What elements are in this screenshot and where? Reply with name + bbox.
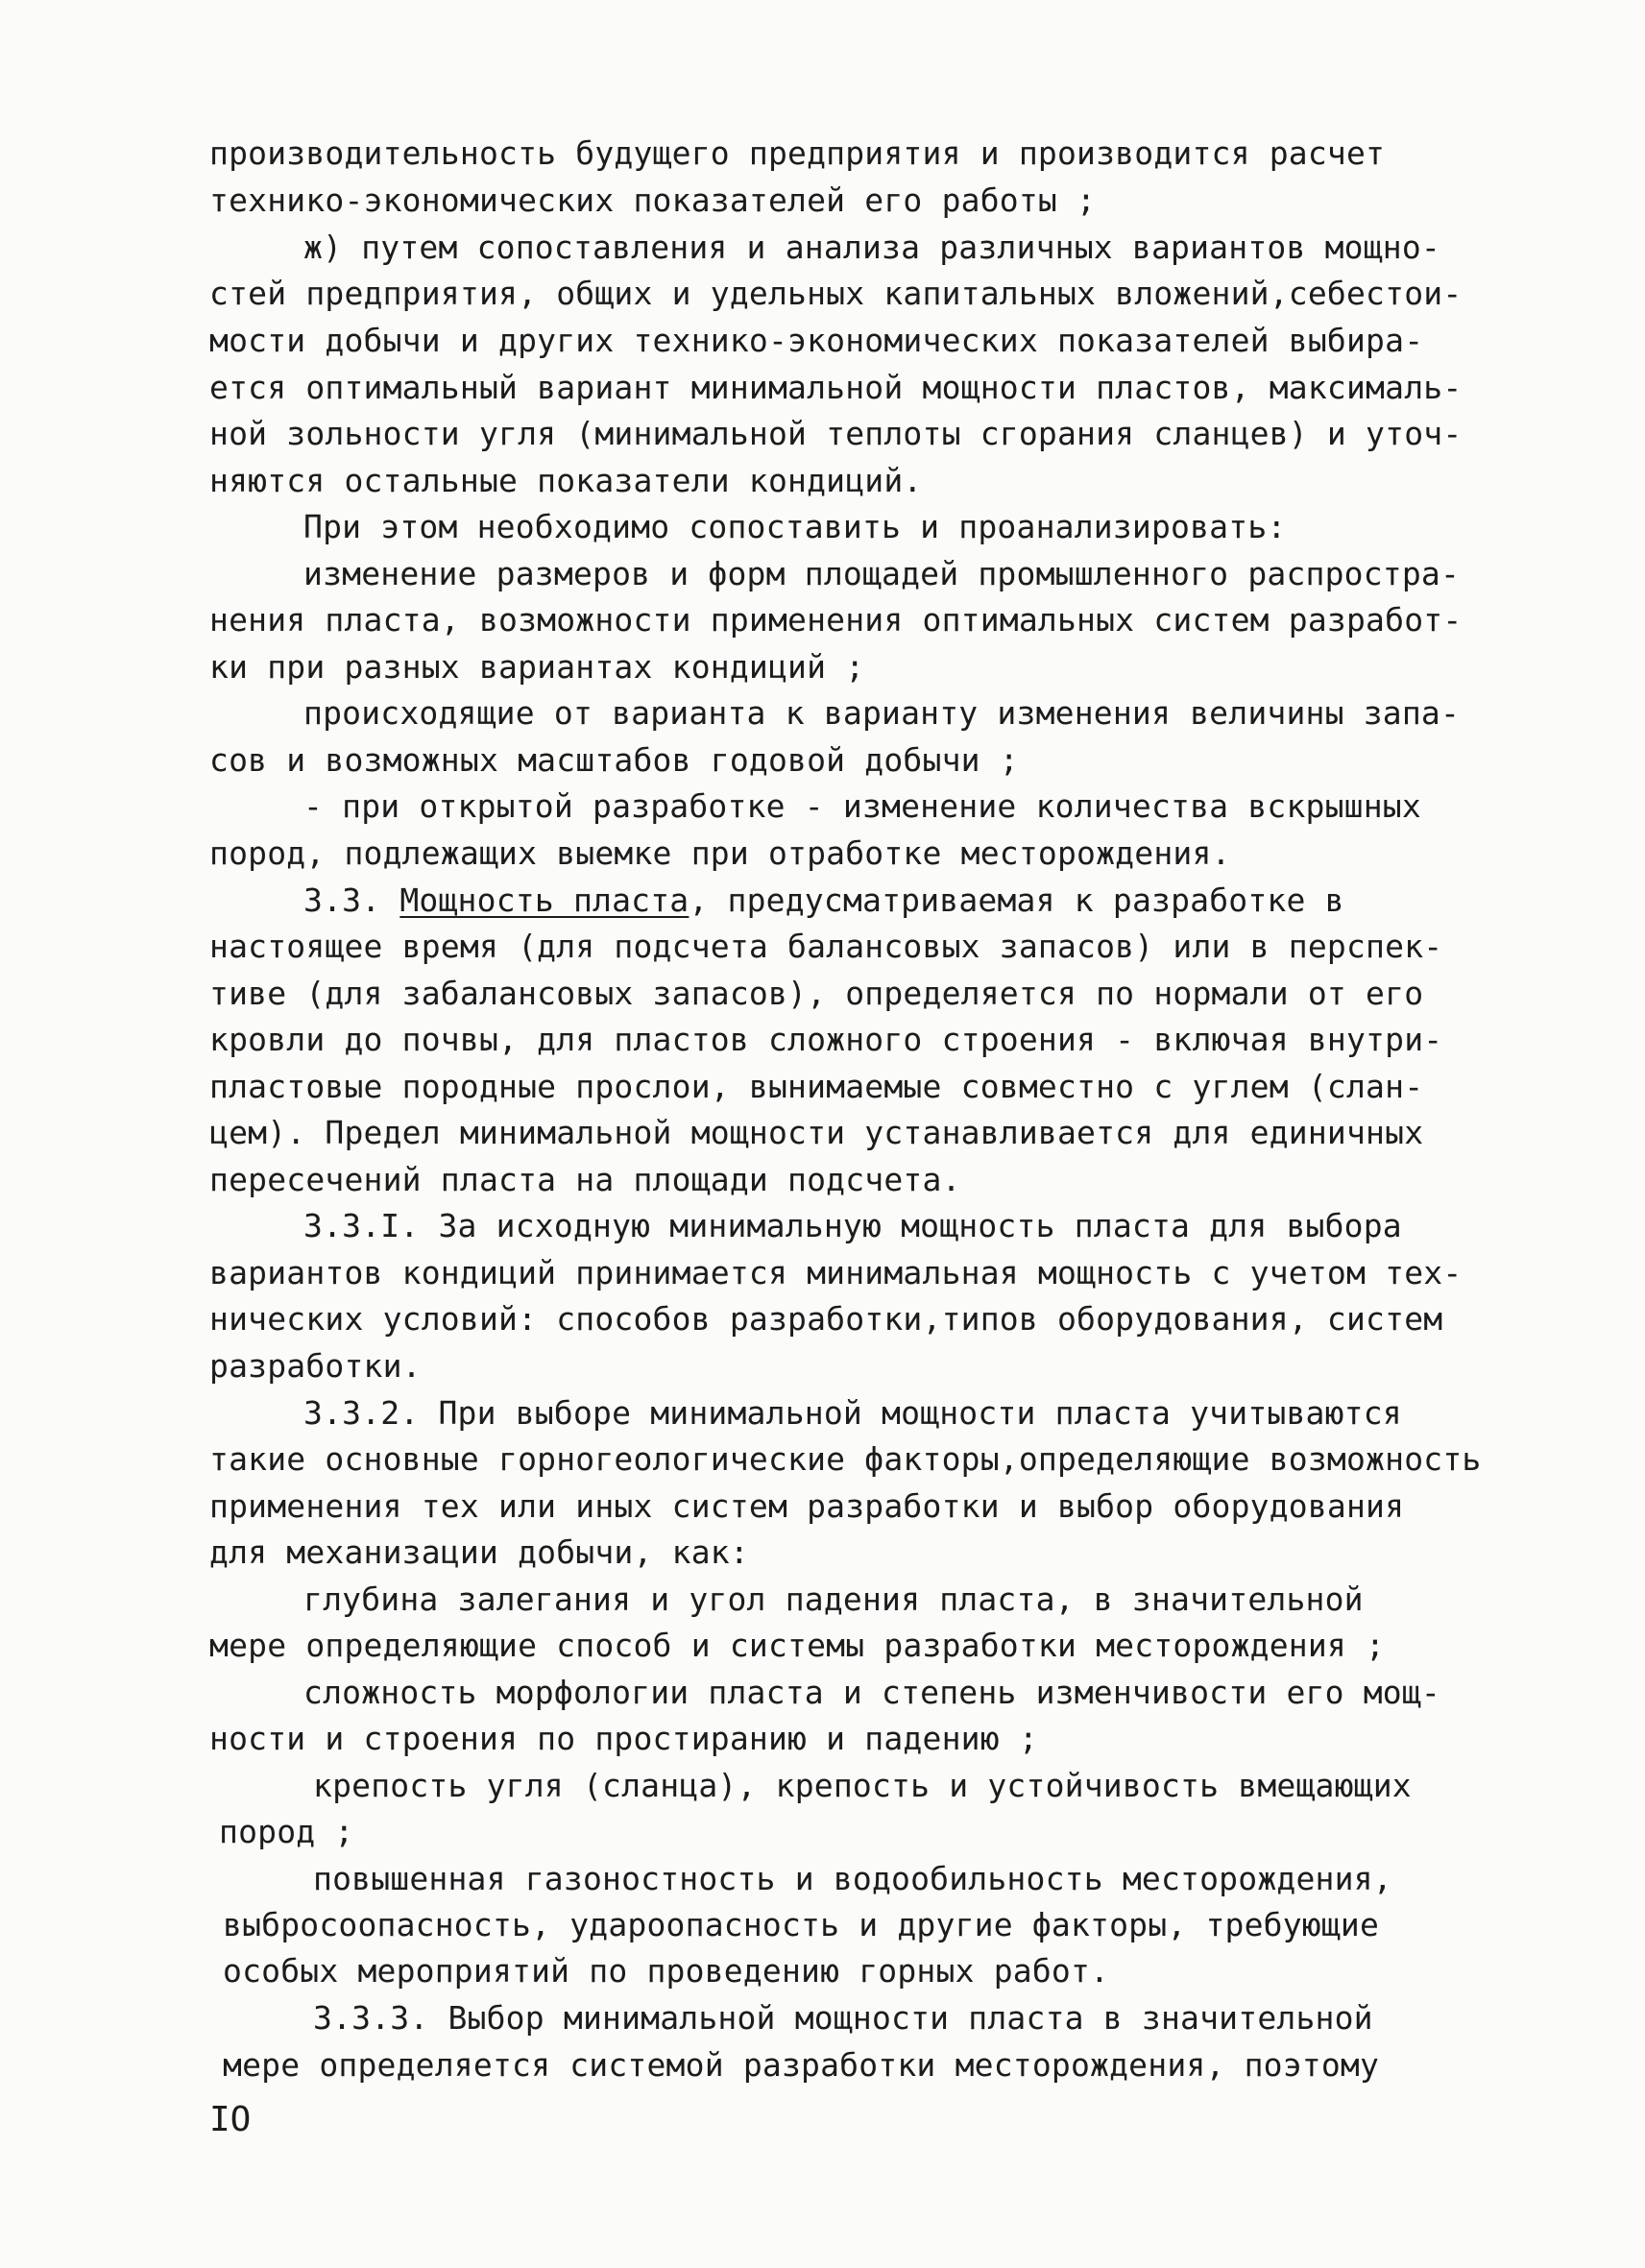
text-line: пересечений пласта на площади подсчета. xyxy=(209,1161,961,1198)
text-line: 3.3.2. При выборе минимальной мощности пласта учитываются xyxy=(303,1394,1402,1432)
text-line: ется оптимальный вариант минимальной мощности пластов, максималь- xyxy=(209,369,1463,406)
text-line: повышенная газоностность и водообильность месторождения, xyxy=(313,1860,1392,1897)
text-line: мере определяющие способ и системы разработки месторождения ; xyxy=(209,1627,1386,1664)
text-line: няются остальные показатели кондиций. xyxy=(209,462,923,499)
text-line: пород ; xyxy=(219,1813,354,1850)
text-line: такие основные горногеологические факторы,определяющие возможность xyxy=(209,1440,1482,1478)
text-line: ж) путем сопоставления и анализа различных вариантов мощно- xyxy=(303,229,1440,266)
text-line: 3.3.I. За исходную минимальную мощность пласта для выбора xyxy=(303,1207,1402,1244)
text-line: сов и возможных масштабов годовой добычи ; xyxy=(209,741,1019,779)
text-line: цем). Предел минимальной мощности устанавливается для единичных xyxy=(209,1114,1424,1151)
text-line: вариантов кондиций принимается минимальная мощность с учетом тех- xyxy=(209,1254,1463,1291)
text-line: выбросоопасность, удароопасность и другие факторы, требующие xyxy=(223,1906,1380,1943)
page-number: IO xyxy=(209,2100,252,2139)
text-line: ности и строения по простиранию и падению ; xyxy=(209,1720,1038,1757)
text-line: пород, подлежащих выемке при отработке месторождения. xyxy=(209,834,1231,872)
section-term: Мощность пласта xyxy=(399,881,689,919)
text-line: настоящее время (для подсчета балансовых запасов) или в перспек- xyxy=(209,928,1443,965)
section-number: 3.3. xyxy=(303,881,381,919)
text-line: крепость угля (сланца), крепость и устойчивость вмещающих xyxy=(313,1767,1412,1804)
text-line: стей предприятия, общих и удельных капитальных вложений,себестои- xyxy=(209,275,1463,312)
text-line: сложность морфологии пласта и степень изменчивости его мощ- xyxy=(303,1674,1440,1711)
text-line: изменение размеров и форм площадей промышленного распростра- xyxy=(303,555,1461,592)
text-line: происходящие от варианта к варианту изменения величины запа- xyxy=(303,694,1461,732)
text-line: тиве (для забалансовых запасов), определяется по нормали от его xyxy=(209,975,1424,1012)
text-line: пластовые породные прослои, вынимаемые совместно с углем (слан- xyxy=(209,1068,1424,1105)
text-line: При этом необходимо сопоставить и проанализировать: xyxy=(303,508,1287,545)
section-heading-line xyxy=(303,881,1344,920)
text-line: глубина залегания и угол падения пласта, в значительной xyxy=(303,1580,1364,1618)
text-line: нения пласта, возможности применения оптимальных систем разработ- xyxy=(209,601,1463,639)
text-line: кровли до почвы, для пластов сложного строения - включая внутри- xyxy=(209,1021,1443,1058)
text-line: - при открытой разработке - изменение количества вскрышных xyxy=(303,787,1421,825)
text-line: для механизации добычи, как: xyxy=(209,1533,749,1571)
text-line: 3.3.3. Выбор минимальной мощности пласта в значительной xyxy=(313,1999,1373,2037)
text-line: мости добычи и других технико-экономических показателей выбира- xyxy=(209,322,1424,359)
text-line: разработки. xyxy=(209,1347,422,1385)
text-line: производительность будущего предприятия и производится расчет xyxy=(209,134,1386,172)
text-line: ки при разных вариантах кондиций ; xyxy=(209,648,865,686)
text-line: ной зольности угля (минимальной теплоты сгорания сланцев) и уточ- xyxy=(209,415,1463,452)
text-line: технико-экономических показателей его работы ; xyxy=(209,181,1097,219)
section-heading-rest: предусматриваемая к разработке в xyxy=(727,881,1344,919)
section-term-comma: , xyxy=(689,881,709,919)
text-line: мере определяется системой разработки месторождения, поэтому xyxy=(223,2046,1380,2084)
text-line: нических условий: способов разработки,типов оборудования, систем xyxy=(209,1300,1443,1338)
text-line: особых мероприятий по проведению горных работ. xyxy=(223,1952,1110,1990)
text-line: применения тех или иных систем разработки и выбор оборудования xyxy=(209,1487,1405,1525)
